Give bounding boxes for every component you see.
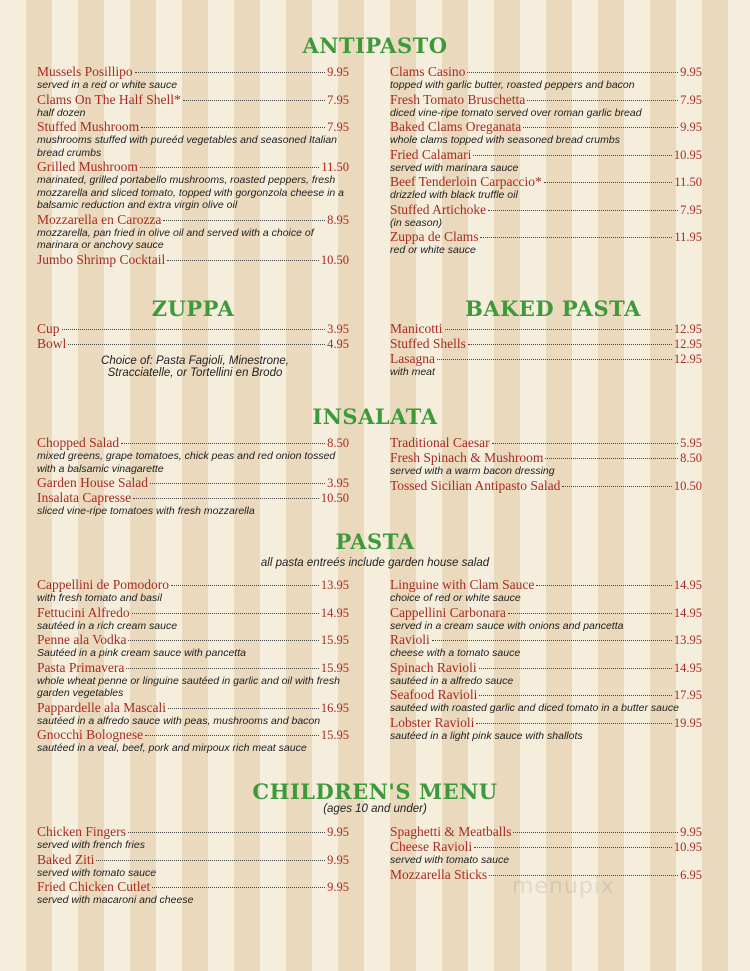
- menu-item-price: 11.50: [674, 175, 702, 189]
- dotted-leader: [523, 127, 678, 128]
- menu-item-line: [390, 478, 702, 493]
- dotted-leader: [480, 237, 672, 238]
- menu-item-price: 10.95: [673, 147, 702, 162]
- menu-item: [390, 478, 702, 493]
- menu-item-line: [390, 119, 702, 134]
- menu-item: [37, 159, 349, 212]
- insalata-left-column: [37, 435, 349, 518]
- dotted-leader: [183, 100, 325, 101]
- menu-item-line: [390, 92, 702, 107]
- dotted-leader: [132, 613, 319, 614]
- dotted-leader: [150, 483, 325, 484]
- menu-item-name: Fried Calamari: [390, 146, 472, 162]
- menu-item-line: [37, 119, 349, 134]
- menu-item-name: Garden House Salad: [37, 475, 148, 490]
- menu-item-line: [390, 229, 702, 244]
- menu-item-name: Bowl: [37, 336, 67, 351]
- menu-item-price: 12.95: [673, 337, 702, 351]
- menu-item-description: sautéed with roasted garlic and diced tomato in a butter sauce: [390, 702, 679, 714]
- menu-item-price: 4.95: [327, 337, 349, 351]
- menu-item-description: served with marinara sauce: [390, 161, 519, 174]
- menu-item-price: 9.95: [327, 880, 349, 894]
- menu-item-name: Chicken Fingers: [37, 824, 126, 839]
- menu-item-line: [390, 147, 702, 162]
- menu-item-price: 12.95: [673, 352, 702, 366]
- section-title-insalata: INSALATA: [312, 404, 438, 429]
- menu-item-line: [37, 727, 349, 742]
- menu-item-line: [37, 660, 349, 675]
- menu-item: [390, 119, 702, 147]
- menu-item: [37, 119, 349, 159]
- menu-item-description: marinated, grilled portabello mushrooms, roasted peppers, fresh mozzarella and sliced tomato, topped with gorgonzola cheese in a balsamic reduction and extra virgin olive oil: [37, 174, 345, 211]
- menu-item-description: choice of red or white sauce: [390, 592, 521, 604]
- menu-item-line: [37, 252, 349, 267]
- menu-item-line: [37, 336, 349, 351]
- menu-item-name: Linguine with Clam Sauce: [390, 577, 535, 592]
- dotted-leader: [168, 708, 319, 709]
- menu-item-name: Cappellini de Pomodoro: [37, 577, 169, 592]
- menu-item-line: [390, 435, 702, 450]
- menu-item-line: [390, 202, 702, 217]
- menu-item-line: [390, 715, 702, 730]
- menu-item-line: [37, 632, 349, 647]
- menu-item-line: [390, 577, 702, 592]
- menu-item-description: served with tomato sauce: [37, 866, 157, 879]
- dotted-leader: [479, 668, 672, 669]
- dotted-leader: [128, 832, 325, 833]
- menu-item-description: sautéed in a rich cream sauce: [37, 619, 178, 632]
- menu-item-line: [390, 824, 702, 839]
- menu-item-price: 5.95: [680, 436, 702, 450]
- menu-item-price: 3.95: [327, 476, 349, 490]
- menu-item-name: Baked Clams Oreganata: [390, 119, 522, 134]
- dotted-leader: [145, 735, 319, 736]
- menu-item: [37, 632, 349, 660]
- menu-item-price: 8.50: [680, 451, 702, 465]
- menu-item: [390, 229, 702, 257]
- menu-item-line: [37, 64, 349, 79]
- menu-item-price: 15.95: [320, 633, 349, 647]
- menu-item-name: Lasagna: [390, 351, 435, 366]
- menu-item: [37, 435, 349, 475]
- menu-item-description: served with tomato sauce: [390, 854, 510, 866]
- menu-item-line: [390, 351, 702, 366]
- menu-item: [37, 475, 349, 490]
- dotted-leader: [126, 668, 319, 669]
- childrens-menu-note: (ages 10 and under): [323, 803, 427, 815]
- menu-item-price: 16.95: [320, 700, 349, 715]
- menu-item: [37, 577, 349, 605]
- menu-item-description: with meat: [390, 366, 435, 378]
- menu-item: [37, 700, 349, 728]
- dotted-leader: [467, 72, 678, 73]
- dotted-leader: [468, 344, 672, 345]
- menu-item-line: [390, 174, 702, 189]
- menu-item-line: [37, 159, 349, 174]
- menu-item-price: 11.95: [674, 230, 702, 244]
- dotted-leader: [133, 498, 319, 499]
- menu-item-description: sautéed in a light pink sauce with shallots: [390, 729, 583, 742]
- menu-item-line: [37, 605, 349, 620]
- dotted-leader: [121, 443, 325, 444]
- menu-item-price: 7.95: [327, 92, 349, 107]
- menu-item-description: drizzled with black truffle oil: [390, 189, 518, 201]
- menu-item-name: Cappellini Carbonara: [390, 604, 506, 620]
- dotted-leader: [171, 585, 319, 586]
- menu-item-name: Manicotti: [390, 321, 443, 336]
- menu-item: [390, 660, 702, 688]
- menu-item-line: [390, 321, 702, 336]
- menu-item: [37, 660, 349, 700]
- menu-item-description: whole wheat penne or linguine sautéed in garlic and oil with fresh garden vegetables: [37, 674, 340, 699]
- dotted-leader: [437, 359, 672, 360]
- dotted-leader: [508, 613, 672, 614]
- menu-item-description: (in season): [390, 216, 442, 229]
- dotted-leader: [96, 860, 325, 861]
- menu-item-price: 8.95: [327, 212, 349, 227]
- dotted-leader: [68, 344, 325, 345]
- menu-item-name: Ravioli: [390, 632, 430, 647]
- insalata-right-column: [390, 435, 702, 493]
- menu-item: [37, 727, 349, 755]
- dotted-leader: [488, 210, 678, 211]
- menu-item-description: mushrooms stuffed with pureéd vegetables and seasoned Italian bread crumbs: [37, 134, 338, 159]
- menu-item-name: Lobster Ravioli: [390, 714, 475, 730]
- menu-item-line: [37, 852, 349, 867]
- menu-item-price: 17.95: [673, 688, 702, 702]
- menu-item-price: 19.95: [673, 715, 702, 730]
- menu-item-line: [37, 321, 349, 336]
- menu-item-name: Penne ala Vodka: [37, 632, 127, 647]
- menu-item-description: cheese with a tomato sauce: [390, 647, 521, 659]
- dotted-leader: [479, 695, 672, 696]
- menu-item-description: with fresh tomato and basil: [37, 592, 162, 604]
- menu-item-line: [390, 660, 702, 675]
- menu-item-name: Fettucini Alfredo: [37, 604, 130, 620]
- menu-item-name: Clams On The Half Shell*: [37, 91, 181, 107]
- menu-item: [390, 336, 702, 351]
- menu-item-line: [390, 687, 702, 702]
- childrens-right-column: [390, 824, 702, 882]
- dotted-leader: [141, 127, 325, 128]
- dotted-leader: [473, 155, 672, 156]
- menu-item-line: [37, 92, 349, 107]
- menu-item-name: Cheese Ravioli: [390, 839, 473, 854]
- menu-item-price: 7.95: [327, 120, 349, 134]
- menu-item-description: half dozen: [37, 106, 86, 119]
- section-title-zuppa: ZUPPA: [151, 296, 235, 321]
- menu-item-price: 10.50: [673, 478, 702, 493]
- dotted-leader: [562, 486, 671, 487]
- menu-item-name: Grilled Mushroom: [37, 159, 138, 174]
- menu-item-description: sautéed in a alfredo sauce: [390, 674, 514, 687]
- menupix-watermark: menupix: [512, 874, 615, 899]
- menu-item-price: 15.95: [320, 728, 349, 742]
- dotted-leader: [474, 847, 672, 848]
- section-title-antipasto: ANTIPASTO: [302, 33, 448, 58]
- menu-item-price: 9.95: [327, 825, 349, 839]
- menu-item-name: Traditional Caesar: [390, 435, 490, 450]
- menu-item-name: Spaghetti & Meatballs: [390, 824, 512, 839]
- menu-item-name: Fresh Tomato Bruschetta: [390, 91, 526, 107]
- menu-item: [37, 605, 349, 633]
- menu-item-line: [37, 212, 349, 227]
- menu-item-price: 9.95: [327, 65, 349, 79]
- menu-item-line: [390, 632, 702, 647]
- menu-item: [37, 212, 349, 252]
- section-title-baked-pasta: BAKED PASTA: [465, 296, 641, 321]
- menu-item: [37, 92, 349, 120]
- menu-item-price: 14.95: [673, 605, 702, 620]
- menu-item-name: Stuffed Mushroom: [37, 119, 140, 134]
- pasta-note: all pasta entreés include garden house salad: [260, 557, 490, 569]
- dotted-leader: [527, 100, 678, 101]
- menu-item-line: [390, 450, 702, 465]
- menu-item: [390, 632, 702, 660]
- dotted-leader: [476, 723, 672, 724]
- menu-item-price: 3.95: [327, 322, 349, 336]
- menu-item-price: 14.95: [673, 660, 702, 675]
- menu-item: [37, 321, 349, 336]
- menu-item: [390, 174, 702, 202]
- menu-item-description: red or white sauce: [390, 244, 476, 256]
- menu-item-name: Gnocchi Bolognese: [37, 727, 144, 742]
- menu-item-name: Zuppa de Clams: [390, 229, 479, 244]
- menu-item-line: [390, 64, 702, 79]
- menu-item: [37, 879, 349, 907]
- menu-item-name: Fried Chicken Cutlet: [37, 879, 151, 894]
- menu-item-name: Spinach Ravioli: [390, 659, 477, 675]
- menu-item-line: [390, 336, 702, 351]
- menu-item-description: diced vine-ripe tomato served over roman garlic bread: [390, 106, 642, 119]
- menu-item-name: Pappardelle ala Mascali: [37, 699, 166, 715]
- menu-item-description: topped with garlic butter, roasted peppers and bacon: [390, 79, 635, 91]
- menu-item: [37, 252, 349, 267]
- dotted-leader: [128, 640, 318, 641]
- menu-item-line: [37, 700, 349, 715]
- menu-item-description: sliced vine-ripe tomatoes with fresh mozzarella: [37, 505, 255, 517]
- dotted-leader: [445, 329, 672, 330]
- menu-item-price: 6.95: [680, 867, 702, 882]
- menu-item: [390, 147, 702, 175]
- menu-item: [390, 577, 702, 605]
- menu-item-name: Stuffed Shells: [390, 336, 466, 351]
- menu-item-name: Chopped Salad: [37, 435, 120, 450]
- menu-item-name: Mozzarella Sticks: [390, 866, 488, 882]
- menu-item-price: 9.95: [680, 825, 702, 839]
- section-title-childrens-menu: CHILDREN'S MENU: [252, 779, 498, 804]
- menu-item: [37, 64, 349, 92]
- dotted-leader: [140, 167, 319, 168]
- menu-item: [390, 450, 702, 478]
- menu-item-name: Baked Ziti: [37, 851, 95, 867]
- menu-item-price: 14.95: [320, 605, 349, 620]
- menu-item-price: 12.95: [673, 322, 702, 336]
- menu-item-price: 13.95: [320, 578, 349, 592]
- antipasto-right-column: [390, 64, 702, 257]
- menu-item-price: 13.95: [673, 633, 702, 647]
- menu-item: [390, 715, 702, 743]
- menu-item: [390, 64, 702, 92]
- menu-item: [390, 605, 702, 633]
- menu-item: [390, 687, 702, 715]
- menu-item-name: Mussels Posillipo: [37, 64, 133, 79]
- menu-item-description: mozzarella, pan fried in olive oil and served with a choice of marinara or anchovy sauce: [37, 226, 314, 251]
- menu-item-price: 10.95: [673, 840, 702, 854]
- menu-item-price: 11.50: [321, 160, 349, 174]
- menu-item-price: 9.95: [327, 852, 349, 867]
- menu-item-line: [390, 839, 702, 854]
- menu-item: [37, 336, 349, 351]
- menu-item-price: 7.95: [680, 92, 702, 107]
- menu-item-line: [390, 605, 702, 620]
- menu-item-name: Beef Tenderloin Carpaccio*: [390, 174, 542, 189]
- menu-item: [390, 92, 702, 120]
- zuppa-choice-note: Choice of: Pasta Fagioli, Minestrone, Stracciatelle, or Tortellini en Brodo: [101, 355, 289, 379]
- menu-item-line: [37, 435, 349, 450]
- menu-item-price: 15.95: [320, 660, 349, 675]
- dotted-leader: [163, 220, 325, 221]
- menu-item-price: 9.95: [680, 120, 702, 134]
- menu-item: [37, 852, 349, 880]
- menu-item-description: served with a warm bacon dressing: [390, 465, 555, 477]
- menu-item-name: Stuffed Artichoke: [390, 201, 487, 217]
- menu-item-description: served in a red or white sauce: [37, 79, 178, 91]
- menu-item-line: [37, 577, 349, 592]
- menu-item-price: 10.50: [320, 252, 349, 267]
- pasta-right-column: [390, 577, 702, 742]
- menu-item: [390, 435, 702, 450]
- menu-item: [390, 202, 702, 230]
- menu-item-line: [37, 475, 349, 490]
- menu-item-price: 8.50: [327, 436, 349, 450]
- menu-item: [37, 490, 349, 518]
- antipasto-left-column: [37, 64, 349, 267]
- menu-item: [390, 839, 702, 867]
- menu-item-description: sautéed in a veal, beef, pork and mirpoux rich meat sauce: [37, 742, 307, 754]
- dotted-leader: [545, 458, 678, 459]
- menu-item: [390, 824, 702, 839]
- menu-item-name: Seafood Ravioli: [390, 687, 478, 702]
- menu-item: [390, 321, 702, 336]
- menu-item: [390, 351, 702, 379]
- menu-item-description: sautéed in a alfredo sauce with peas, mushrooms and bacon: [37, 714, 321, 727]
- menu-item-name: Pasta Primavera: [37, 659, 125, 675]
- dotted-leader: [492, 443, 679, 444]
- childrens-left-column: [37, 824, 349, 907]
- menu-item-name: Insalata Capresse: [37, 490, 132, 505]
- menu-item-price: 10.50: [320, 491, 349, 505]
- menu-item-price: 7.95: [680, 202, 702, 217]
- baked-pasta-column: [390, 321, 702, 379]
- section-title-pasta: PASTA: [335, 529, 415, 554]
- zuppa-column: [37, 321, 349, 351]
- menu-item: [37, 824, 349, 852]
- menu-item-line: [37, 490, 349, 505]
- pasta-left-column: [37, 577, 349, 755]
- menu-item-description: whole clams topped with seasoned bread crumbs: [390, 134, 620, 146]
- dotted-leader: [544, 182, 673, 183]
- menu-item-price: 9.95: [680, 65, 702, 79]
- menu-item-name: Mozzarella en Carozza: [37, 211, 162, 227]
- menu-item-name: Cup: [37, 321, 60, 336]
- menu-item-name: Tossed Sicilian Antipasto Salad: [390, 477, 561, 493]
- dotted-leader: [536, 585, 672, 586]
- menu-item-name: Fresh Spinach & Mushroom: [390, 450, 544, 465]
- menu-item-line: [37, 879, 349, 894]
- menu-item-description: served with macaroni and cheese: [37, 894, 194, 906]
- menu-item-name: Clams Casino: [390, 64, 466, 79]
- dotted-leader: [432, 640, 672, 641]
- menu-item-line: [37, 824, 349, 839]
- menu-item-description: mixed greens, grape tomatoes, chick peas and red onion tossed with a balsamic vinagarette: [37, 450, 336, 475]
- menu-item-description: served in a cream sauce with onions and pancetta: [390, 619, 624, 632]
- menu-item-name: Jumbo Shrimp Cocktail: [37, 251, 166, 267]
- dotted-leader: [513, 832, 678, 833]
- dotted-leader: [167, 260, 319, 261]
- menu-item-description: served with french fries: [37, 839, 145, 851]
- menu-item-description: Sautéed in a pink cream sauce with pancetta: [37, 647, 246, 659]
- menu-item-price: 14.95: [673, 578, 702, 592]
- dotted-leader: [135, 72, 325, 73]
- dotted-leader: [152, 887, 325, 888]
- dotted-leader: [62, 329, 326, 330]
